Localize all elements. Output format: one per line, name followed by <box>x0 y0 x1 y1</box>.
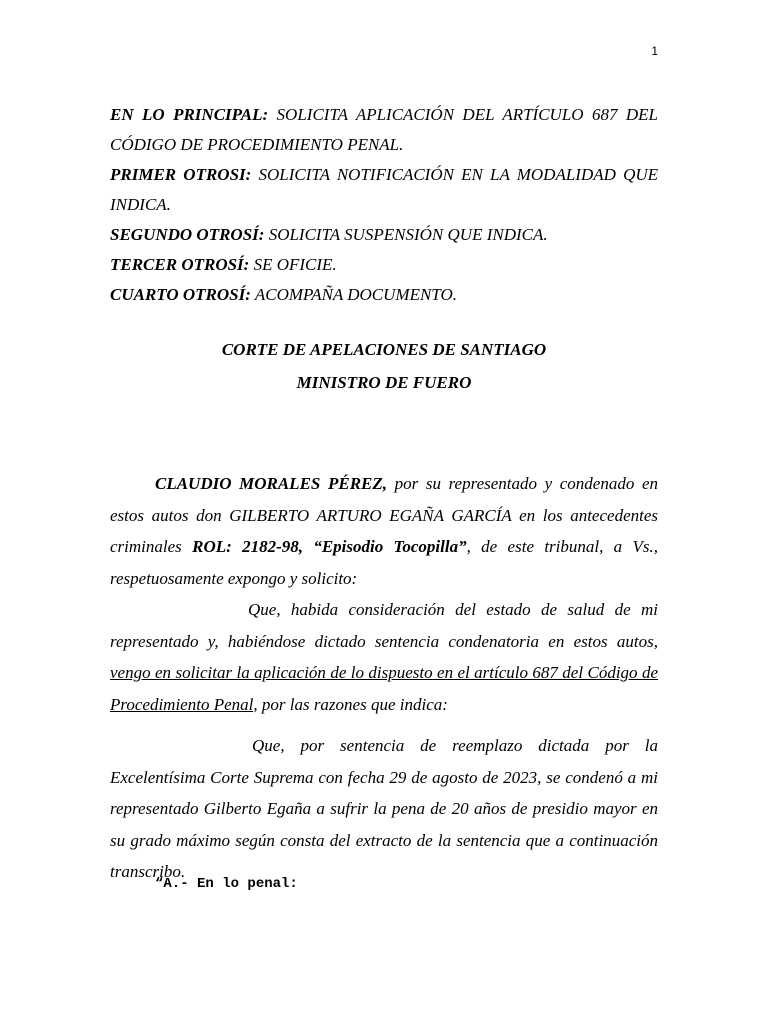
summary-head: EN LO PRINCIPAL: <box>110 105 269 124</box>
minister-heading: MINISTRO DE FUERO <box>296 373 472 392</box>
request-text: Que, habida consideración del estado de salud de mi representado y, habiéndose dictado sentencia condenatoria en estos autos, <box>110 600 658 651</box>
case-rol: ROL: 2182-98, “Episodio Tocopilla” <box>192 537 467 556</box>
summary-line-principal <box>110 100 658 160</box>
intro-text-end: , de este tribunal, a Vs., respetuosamente expongo y solicito: <box>110 537 659 588</box>
paragraph-request <box>110 594 658 720</box>
page-number: 1 <box>651 44 658 58</box>
summary-line-cuarto-otrosi <box>110 280 658 310</box>
summary-text: SE OFICIE. <box>249 255 337 274</box>
petitioner-name: CLAUDIO MORALES PÉREZ, <box>155 474 388 493</box>
summary-text: SOLICITA SUSPENSIÓN QUE INDICA. <box>264 225 548 244</box>
request-text-end: por las razones que indica: <box>257 694 448 714</box>
request-underlined: vengo en solicitar la aplicación de lo dispuesto en el artículo 687 del Código de Procedimiento Penal, <box>110 663 658 714</box>
summary-line-primer-otrosi <box>110 160 658 220</box>
summary-text: SOLICITA NOTIFICACIÓN EN LA MODALIDAD QUE INDICA. <box>110 165 659 214</box>
summary-text: SOLICITA APLICACIÓN DEL ARTÍCULO 687 DEL CÓDIGO DE PROCEDIMIENTO PENAL. <box>110 105 658 154</box>
summary-line-tercer-otrosi <box>110 250 658 280</box>
summary-head: PRIMER OTROSI: <box>110 165 252 184</box>
court-heading: CORTE DE APELACIONES DE SANTIAGO <box>221 340 547 359</box>
quote-heading: “A.- En lo penal: <box>155 876 298 892</box>
summary-head: SEGUNDO OTROSÍ: <box>110 225 265 244</box>
summary-line-segundo-otrosi <box>110 220 658 250</box>
summary-text: ACOMPAÑA DOCUMENTO. <box>250 285 457 304</box>
document-body <box>110 468 658 888</box>
summary-head: TERCER OTROSÍ: <box>110 255 250 274</box>
paragraph-sentence: Que, por sentencia de reemplazo dictada por la Excelentísima Corte Suprema con fecha 29 de agosto de 2023, se condenó a mi representado Gilberto Egaña a sufrir la pena de 20 años de presidio mayor en su grado máximo según consta del extracto de la sentencia que a continuación transcribo. <box>110 736 658 881</box>
summary-head: CUARTO OTROSÍ: <box>110 285 251 304</box>
summary-block <box>110 100 658 310</box>
intro-text: por su representado y condenado en estos autos don GILBERTO ARTURO EGAÑA GARCÍA en los antecedentes criminales <box>110 474 659 556</box>
paragraph-intro <box>110 468 658 594</box>
